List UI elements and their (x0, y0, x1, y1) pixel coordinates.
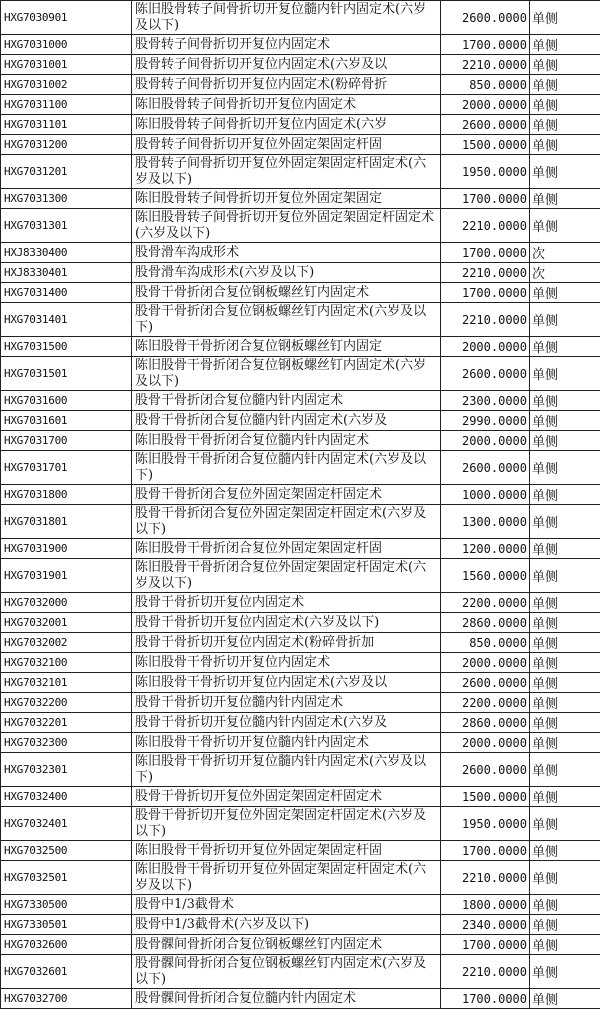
table-row (1, 693, 600, 713)
item-unit-cell: 单侧 (530, 807, 600, 841)
item-name-cell: 陈旧股骨转子间骨折切开复位髓内针内固定术(六岁及以下) (132, 1, 441, 35)
table-row (1, 955, 600, 989)
item-code-cell: HXG7031501 (1, 357, 132, 391)
item-code-cell: HXG7032601 (1, 955, 132, 989)
item-price-cell: 2600.0000 (441, 673, 530, 693)
table-row (1, 787, 600, 807)
item-price-cell: 2000.0000 (441, 431, 530, 451)
item-price-cell: 2600.0000 (441, 357, 530, 391)
item-unit-cell: 单侧 (530, 75, 600, 95)
table-row (1, 935, 600, 955)
item-unit-cell: 单侧 (530, 895, 600, 915)
table-row (1, 713, 600, 733)
table-row (1, 135, 600, 155)
table-row (1, 673, 600, 693)
table-row (1, 337, 600, 357)
item-name-cell: 陈旧股骨转子间骨折切开复位外固定架固定 (132, 189, 441, 209)
item-code-cell: HXG7032001 (1, 613, 132, 633)
table-row (1, 209, 600, 243)
item-price-cell: 2210.0000 (441, 861, 530, 895)
item-price-cell: 2600.0000 (441, 1, 530, 35)
item-code-cell: HXG7032500 (1, 841, 132, 861)
item-name-cell: 股骨转子间骨折切开复位内固定术 (132, 35, 441, 55)
item-name-cell: 股骨滑车沟成形术 (132, 243, 441, 263)
item-unit-cell: 单侧 (530, 451, 600, 485)
item-price-cell: 1700.0000 (441, 841, 530, 861)
item-name-cell: 陈旧股骨干骨折闭合复位外固定架固定杆固 (132, 539, 441, 559)
item-price-cell: 1700.0000 (441, 283, 530, 303)
item-code-cell: HXG7031201 (1, 155, 132, 189)
item-name-cell: 股骨干骨折闭合复位髓内针内固定术(六岁及 (132, 411, 441, 431)
item-price-cell: 2200.0000 (441, 693, 530, 713)
item-unit-cell: 单侧 (530, 653, 600, 673)
item-unit-cell: 单侧 (530, 633, 600, 653)
item-unit-cell: 单侧 (530, 209, 600, 243)
item-unit-cell: 单侧 (530, 485, 600, 505)
item-name-cell: 陈旧股骨干骨折闭合复位钢板螺丝钉内固定术(六岁及以下) (132, 357, 441, 391)
item-code-cell: HXG7330501 (1, 915, 132, 935)
item-price-cell: 2000.0000 (441, 733, 530, 753)
table-row (1, 283, 600, 303)
item-name-cell: 股骨干骨折闭合复位髓内针内固定术 (132, 391, 441, 411)
item-unit-cell: 单侧 (530, 391, 600, 411)
table-row (1, 539, 600, 559)
item-price-cell: 1800.0000 (441, 895, 530, 915)
item-unit-cell: 单侧 (530, 55, 600, 75)
item-price-cell: 1560.0000 (441, 559, 530, 593)
item-code-cell: HXG7031601 (1, 411, 132, 431)
item-code-cell: HXG7032000 (1, 593, 132, 613)
table-row (1, 653, 600, 673)
table-row (1, 1, 600, 35)
item-unit-cell: 单侧 (530, 411, 600, 431)
table-row (1, 861, 600, 895)
item-price-cell: 2000.0000 (441, 653, 530, 673)
item-unit-cell: 单侧 (530, 559, 600, 593)
item-code-cell: HXG7031800 (1, 485, 132, 505)
item-unit-cell: 次 (530, 263, 600, 283)
table-row (1, 841, 600, 861)
item-name-cell: 陈旧股骨干骨折闭合复位外固定架固定杆固定术(六岁及以下) (132, 559, 441, 593)
item-unit-cell: 单侧 (530, 283, 600, 303)
item-unit-cell: 单侧 (530, 955, 600, 989)
item-name-cell: 陈旧股骨干骨折闭合复位髓内针内固定术 (132, 431, 441, 451)
table-row (1, 35, 600, 55)
item-name-cell: 股骨干骨折切开复位髓内针内固定术 (132, 693, 441, 713)
item-name-cell: 股骨中1/3截骨术(六岁及以下) (132, 915, 441, 935)
item-code-cell: HXG7031700 (1, 431, 132, 451)
fee-table-body (1, 1, 600, 1009)
item-name-cell: 股骨转子间骨折切开复位外固定架固定杆固 (132, 135, 441, 155)
item-code-cell: HXG7031701 (1, 451, 132, 485)
table-row (1, 75, 600, 95)
item-name-cell: 陈旧股骨干骨折闭合复位钢板螺丝钉内固定 (132, 337, 441, 357)
item-price-cell: 2600.0000 (441, 451, 530, 485)
item-unit-cell: 单侧 (530, 431, 600, 451)
table-row (1, 915, 600, 935)
item-name-cell: 陈旧股骨转子间骨折切开复位内固定术(六岁 (132, 115, 441, 135)
item-name-cell: 股骨干骨折闭合复位钢板螺丝钉内固定术(六岁及以下) (132, 303, 441, 337)
item-unit-cell: 单侧 (530, 155, 600, 189)
item-unit-cell: 单侧 (530, 593, 600, 613)
table-row (1, 613, 600, 633)
item-code-cell: HXG7031801 (1, 505, 132, 539)
item-price-cell: 2210.0000 (441, 55, 530, 75)
item-unit-cell: 单侧 (530, 337, 600, 357)
item-price-cell: 1300.0000 (441, 505, 530, 539)
table-row (1, 807, 600, 841)
item-name-cell: 陈旧股骨干骨折切开复位内固定术 (132, 653, 441, 673)
item-price-cell: 2860.0000 (441, 713, 530, 733)
item-name-cell: 股骨髁间骨折闭合复位髓内针内固定术 (132, 989, 441, 1009)
item-name-cell: 陈旧股骨转子间骨折切开复位外固定架固定杆固定术(六岁及以下) (132, 209, 441, 243)
item-code-cell: HXG7031002 (1, 75, 132, 95)
table-row (1, 263, 600, 283)
item-name-cell: 股骨干骨折闭合复位钢板螺丝钉内固定术 (132, 283, 441, 303)
table-row (1, 391, 600, 411)
item-name-cell: 股骨中1/3截骨术 (132, 895, 441, 915)
item-name-cell: 陈旧股骨干骨折切开复位内固定术(六岁及以 (132, 673, 441, 693)
item-code-cell: HXG7032600 (1, 935, 132, 955)
item-price-cell: 2860.0000 (441, 613, 530, 633)
item-code-cell: HXG7031200 (1, 135, 132, 155)
table-row (1, 357, 600, 391)
item-name-cell: 陈旧股骨干骨折切开复位髓内针内固定术(六岁及以下) (132, 753, 441, 787)
item-name-cell: 股骨干骨折切开复位髓内针内固定术(六岁及 (132, 713, 441, 733)
table-row (1, 633, 600, 653)
item-code-cell: HXG7032101 (1, 673, 132, 693)
item-unit-cell: 单侧 (530, 915, 600, 935)
item-price-cell: 2600.0000 (441, 115, 530, 135)
item-name-cell: 股骨干骨折切开复位内固定术 (132, 593, 441, 613)
item-code-cell: HXG7330500 (1, 895, 132, 915)
item-unit-cell: 单侧 (530, 135, 600, 155)
item-name-cell: 股骨干骨折切开复位内固定术(六岁及以下) (132, 613, 441, 633)
item-unit-cell: 单侧 (530, 357, 600, 391)
table-row (1, 753, 600, 787)
table-row (1, 155, 600, 189)
item-code-cell: HXJ8330401 (1, 263, 132, 283)
item-code-cell: HXG7031301 (1, 209, 132, 243)
item-name-cell: 股骨干骨折闭合复位外固定架固定杆固定术(六岁及以下) (132, 505, 441, 539)
table-row (1, 733, 600, 753)
item-price-cell: 1500.0000 (441, 787, 530, 807)
item-code-cell: HXJ8330400 (1, 243, 132, 263)
item-price-cell: 2000.0000 (441, 337, 530, 357)
item-unit-cell: 单侧 (530, 935, 600, 955)
item-unit-cell: 单侧 (530, 861, 600, 895)
item-price-cell: 1000.0000 (441, 485, 530, 505)
item-price-cell: 2210.0000 (441, 209, 530, 243)
item-code-cell: HXG7031400 (1, 283, 132, 303)
item-price-cell: 1500.0000 (441, 135, 530, 155)
item-code-cell: HXG7031401 (1, 303, 132, 337)
item-name-cell: 股骨滑车沟成形术(六岁及以下) (132, 263, 441, 283)
item-unit-cell: 单侧 (530, 539, 600, 559)
item-code-cell: HXG7032400 (1, 787, 132, 807)
item-unit-cell: 次 (530, 243, 600, 263)
item-name-cell: 股骨髁间骨折闭合复位钢板螺丝钉内固定术(六岁及以下) (132, 955, 441, 989)
item-unit-cell: 单侧 (530, 613, 600, 633)
item-unit-cell: 单侧 (530, 189, 600, 209)
item-name-cell: 股骨转子间骨折切开复位内固定术(六岁及以 (132, 55, 441, 75)
item-code-cell: HXG7031101 (1, 115, 132, 135)
item-name-cell: 股骨转子间骨折切开复位外固定架固定杆固定术(六岁及以下) (132, 155, 441, 189)
item-price-cell: 2210.0000 (441, 955, 530, 989)
item-code-cell: HXG7032401 (1, 807, 132, 841)
item-code-cell: HXG7031500 (1, 337, 132, 357)
table-row (1, 303, 600, 337)
item-code-cell: HXG7031901 (1, 559, 132, 593)
table-row (1, 895, 600, 915)
item-code-cell: HXG7031600 (1, 391, 132, 411)
table-row (1, 485, 600, 505)
item-code-cell: HXG7032301 (1, 753, 132, 787)
item-code-cell: HXG7031100 (1, 95, 132, 115)
item-price-cell: 1700.0000 (441, 35, 530, 55)
item-code-cell: HXG7032100 (1, 653, 132, 673)
item-unit-cell: 单侧 (530, 693, 600, 713)
item-unit-cell: 单侧 (530, 303, 600, 337)
item-unit-cell: 单侧 (530, 35, 600, 55)
item-price-cell: 1700.0000 (441, 243, 530, 263)
item-name-cell: 股骨髁间骨折闭合复位钢板螺丝钉内固定术 (132, 935, 441, 955)
table-row (1, 451, 600, 485)
item-name-cell: 股骨干骨折闭合复位外固定架固定杆固定术 (132, 485, 441, 505)
table-row (1, 505, 600, 539)
item-code-cell: HXG7032200 (1, 693, 132, 713)
item-price-cell: 1700.0000 (441, 189, 530, 209)
item-unit-cell: 单侧 (530, 673, 600, 693)
item-code-cell: HXG7032201 (1, 713, 132, 733)
item-name-cell: 股骨转子间骨折切开复位内固定术(粉碎骨折 (132, 75, 441, 95)
item-price-cell: 2000.0000 (441, 95, 530, 115)
item-code-cell: HXG7032700 (1, 989, 132, 1009)
item-code-cell: HXG7031300 (1, 189, 132, 209)
item-name-cell: 陈旧股骨干骨折切开复位外固定架固定杆固 (132, 841, 441, 861)
item-price-cell: 850.0000 (441, 633, 530, 653)
table-row (1, 115, 600, 135)
item-price-cell: 2300.0000 (441, 391, 530, 411)
item-unit-cell: 单侧 (530, 713, 600, 733)
item-code-cell: HXG7031000 (1, 35, 132, 55)
item-price-cell: 850.0000 (441, 75, 530, 95)
item-code-cell: HXG7032501 (1, 861, 132, 895)
table-row (1, 55, 600, 75)
item-price-cell: 1200.0000 (441, 539, 530, 559)
item-price-cell: 2600.0000 (441, 753, 530, 787)
table-row (1, 243, 600, 263)
item-unit-cell: 单侧 (530, 753, 600, 787)
item-code-cell: HXG7031001 (1, 55, 132, 75)
item-name-cell: 股骨干骨折切开复位外固定架固定杆固定术(六岁及以下) (132, 807, 441, 841)
item-price-cell: 2340.0000 (441, 915, 530, 935)
item-unit-cell: 单侧 (530, 989, 600, 1009)
item-unit-cell: 单侧 (530, 95, 600, 115)
table-row (1, 559, 600, 593)
item-code-cell: HXG7030901 (1, 1, 132, 35)
table-row (1, 411, 600, 431)
item-price-cell: 2990.0000 (441, 411, 530, 431)
item-code-cell: HXG7032002 (1, 633, 132, 653)
item-name-cell: 股骨干骨折切开复位外固定架固定杆固定术 (132, 787, 441, 807)
table-row (1, 189, 600, 209)
table-row (1, 95, 600, 115)
item-price-cell: 1700.0000 (441, 935, 530, 955)
item-price-cell: 2200.0000 (441, 593, 530, 613)
item-name-cell: 陈旧股骨干骨折切开复位髓内针内固定术 (132, 733, 441, 753)
item-name-cell: 陈旧股骨干骨折切开复位外固定架固定杆固定术(六岁及以下) (132, 861, 441, 895)
item-name-cell: 股骨干骨折切开复位内固定术(粉碎骨折加 (132, 633, 441, 653)
item-price-cell: 2210.0000 (441, 263, 530, 283)
item-price-cell: 1950.0000 (441, 155, 530, 189)
item-price-cell: 1700.0000 (441, 989, 530, 1009)
item-unit-cell: 单侧 (530, 733, 600, 753)
item-code-cell: HXG7032300 (1, 733, 132, 753)
item-code-cell: HXG7031900 (1, 539, 132, 559)
table-row (1, 593, 600, 613)
item-name-cell: 陈旧股骨转子间骨折切开复位内固定术 (132, 95, 441, 115)
table-row (1, 989, 600, 1009)
item-price-cell: 1950.0000 (441, 807, 530, 841)
item-name-cell: 陈旧股骨干骨折闭合复位髓内针内固定术(六岁及以下) (132, 451, 441, 485)
item-unit-cell: 单侧 (530, 787, 600, 807)
table-row (1, 431, 600, 451)
item-unit-cell: 单侧 (530, 115, 600, 135)
item-unit-cell: 单侧 (530, 1, 600, 35)
item-unit-cell: 单侧 (530, 505, 600, 539)
item-unit-cell: 单侧 (530, 841, 600, 861)
item-price-cell: 2210.0000 (441, 303, 530, 337)
